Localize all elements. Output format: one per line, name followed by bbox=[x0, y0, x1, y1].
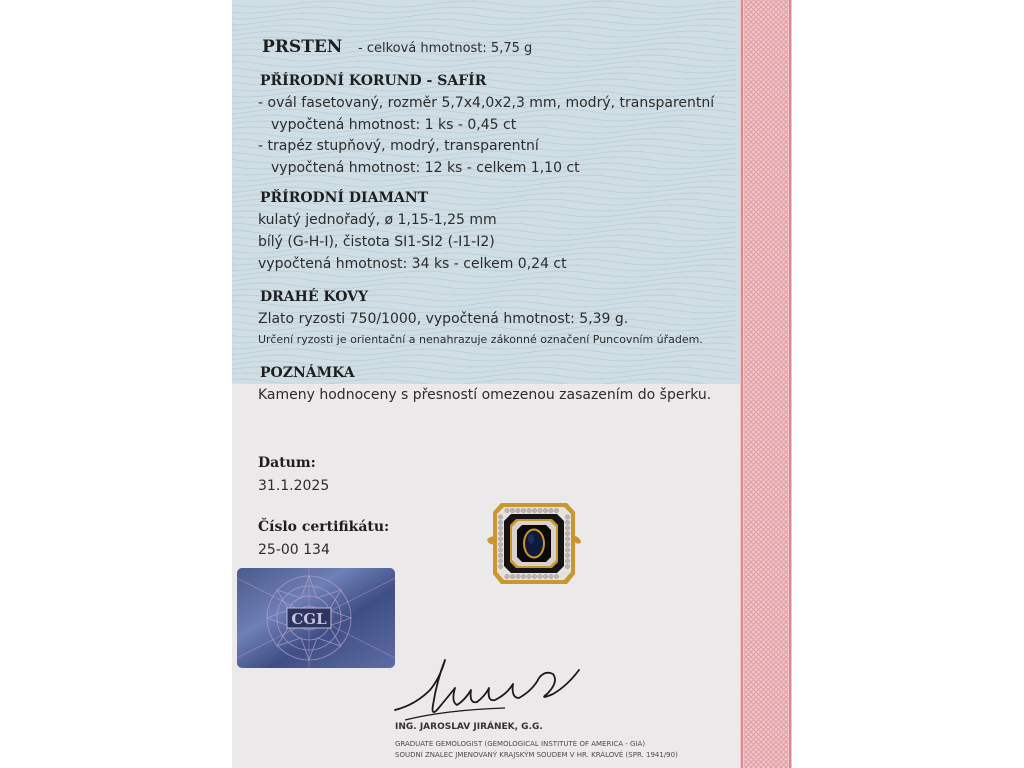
certificate-page bbox=[232, 0, 792, 768]
datum-value: 31.1.2025 bbox=[258, 478, 330, 494]
korund-line: - ovál fasetovaný, rozměr 5,7x4,0x2,3 mm, modrý, transparentní bbox=[258, 95, 715, 111]
handwritten-signature bbox=[385, 650, 595, 725]
datum-label: Datum: bbox=[258, 455, 316, 471]
korund-line: vypočtená hmotnost: 12 ks - celkem 1,10 ct bbox=[271, 160, 580, 176]
svg-text:CGL: CGL bbox=[291, 610, 327, 628]
signer-line: GRADUATE GEMOLOGIST (GEMOLOGICAL INSTITUTE OF AMERICA - GIA) bbox=[395, 740, 646, 748]
diamant-heading: PŘÍRODNÍ DIAMANT bbox=[260, 190, 429, 206]
hologram-seal bbox=[237, 568, 395, 668]
korund-heading: PŘÍRODNÍ KORUND - SAFÍR bbox=[260, 73, 487, 89]
kovy-note: Určení ryzosti je orientační a nenahrazuje zákonné označení Puncovním úřadem. bbox=[258, 333, 703, 346]
diamant-line: vypočtená hmotnost: 34 ks - celkem 0,24 ct bbox=[258, 256, 567, 272]
certificate-number-label: Číslo certifikátu: bbox=[258, 519, 390, 535]
signer-line: SOUDNÍ ZNALEC JMENOVANÝ KRAJSKÝM SOUDEM V HR. KRÁLOVÉ (SPR. 1941/90) bbox=[395, 751, 678, 759]
poznamka-heading: POZNÁMKA bbox=[260, 365, 355, 381]
korund-line: - trapéz stupňový, modrý, transparentní bbox=[258, 138, 539, 154]
product-title: PRSTEN bbox=[262, 37, 343, 57]
signer-name: ING. JAROSLAV JIRÁNEK, G.G. bbox=[395, 722, 543, 732]
ring-photo bbox=[485, 500, 583, 586]
certificate-number-value: 25-00 134 bbox=[258, 542, 330, 558]
diamant-line: bílý (G-H-I), čistota SI1-SI2 (-I1-I2) bbox=[258, 234, 495, 250]
poznamka-line: Kameny hodnoceny s přesností omezenou zasazením do šperku. bbox=[258, 387, 712, 403]
kovy-heading: DRAHÉ KOVY bbox=[260, 289, 369, 305]
kovy-line: Zlato ryzosti 750/1000, vypočtená hmotnost: 5,39 g. bbox=[258, 311, 629, 327]
korund-line: vypočtená hmotnost: 1 ks - 0,45 ct bbox=[271, 117, 517, 133]
diamant-line: kulatý jednořadý, ø 1,15-1,25 mm bbox=[258, 212, 497, 228]
total-weight: - celková hmotnost: 5,75 g bbox=[358, 41, 533, 56]
security-band bbox=[740, 0, 792, 768]
